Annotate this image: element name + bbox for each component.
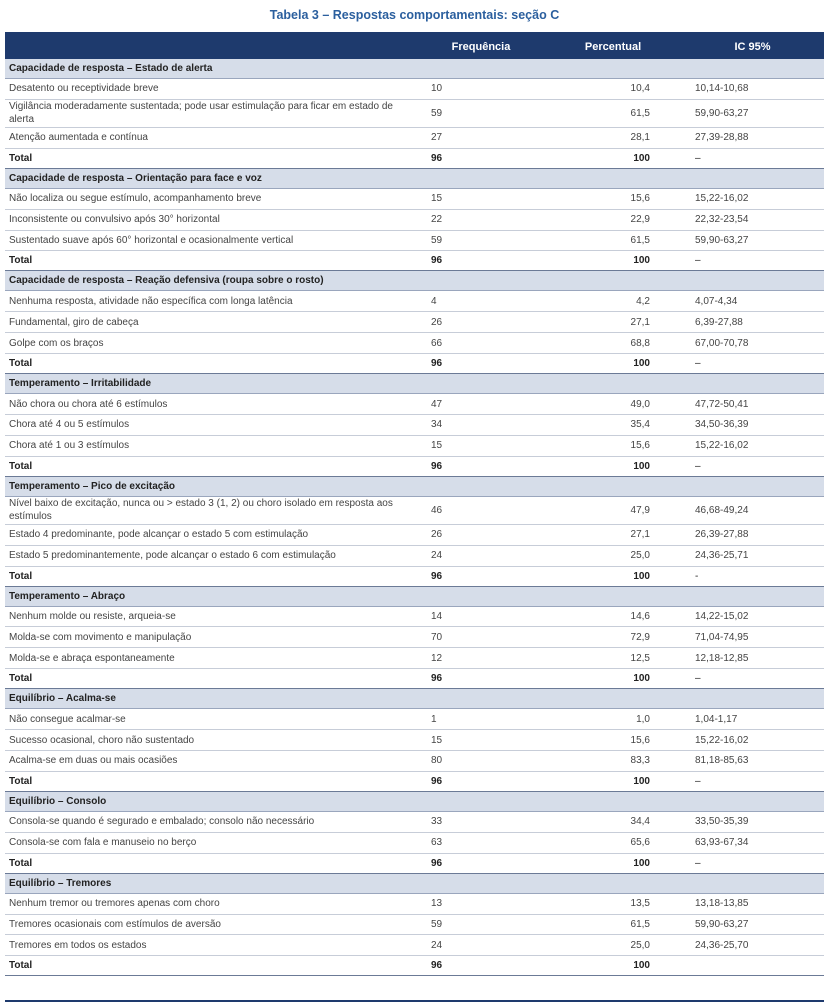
section-header-row bbox=[5, 791, 824, 811]
row-frequencia: 24 bbox=[417, 935, 545, 956]
total-frequencia: 96 bbox=[417, 566, 545, 586]
total-percentual bbox=[545, 669, 681, 689]
row-percentual bbox=[545, 709, 681, 730]
section-header-row bbox=[5, 59, 824, 79]
row-label: Nenhum tremor ou tremores apenas com choro bbox=[5, 893, 417, 914]
total-percent-value: 100 bbox=[633, 775, 650, 787]
percent-value: 27,1 bbox=[630, 316, 650, 328]
row-label: Inconsistente ou convulsivo após 30° horizontal bbox=[5, 209, 417, 230]
total-label: Total bbox=[5, 956, 417, 976]
percent-value: 83,3 bbox=[630, 755, 650, 767]
row-percentual bbox=[545, 188, 681, 209]
row-ic95: 6,39-27,88 bbox=[681, 312, 824, 333]
total-frequencia: 96 bbox=[417, 771, 545, 791]
row-ic95: 34,50-36,39 bbox=[681, 415, 824, 436]
table-row bbox=[5, 435, 824, 456]
row-ic95: 15,22-16,02 bbox=[681, 730, 824, 751]
row-percentual bbox=[545, 312, 681, 333]
row-percentual bbox=[545, 627, 681, 648]
row-percentual bbox=[545, 79, 681, 100]
row-percentual bbox=[545, 545, 681, 566]
percent-value: 25,0 bbox=[630, 939, 650, 951]
total-frequencia: 96 bbox=[417, 456, 545, 476]
row-percentual bbox=[545, 606, 681, 627]
row-frequencia: 59 bbox=[417, 99, 545, 127]
row-ic95: 47,72-50,41 bbox=[681, 394, 824, 415]
percent-value: 61,5 bbox=[630, 919, 650, 931]
table-row bbox=[5, 496, 824, 524]
table-row bbox=[5, 230, 824, 251]
row-frequencia: 33 bbox=[417, 811, 545, 832]
row-frequencia: 47 bbox=[417, 394, 545, 415]
table-row bbox=[5, 751, 824, 772]
percent-value: 1,0 bbox=[636, 713, 650, 725]
table-row bbox=[5, 545, 824, 566]
row-ic95: 26,39-27,88 bbox=[681, 524, 824, 545]
total-ic95: - bbox=[681, 566, 824, 586]
total-ic95: – bbox=[681, 354, 824, 374]
row-ic95: 24,36-25,70 bbox=[681, 935, 824, 956]
table-row bbox=[5, 648, 824, 669]
percent-value: 28,1 bbox=[630, 132, 650, 144]
row-ic95: 71,04-74,95 bbox=[681, 627, 824, 648]
row-label: Não chora ou chora até 6 estímulos bbox=[5, 394, 417, 415]
table-row bbox=[5, 893, 824, 914]
table-row bbox=[5, 415, 824, 436]
row-label: Desatento ou receptividade breve bbox=[5, 79, 417, 100]
row-label: Nenhuma resposta, atividade não específica com longa latência bbox=[5, 291, 417, 312]
total-row bbox=[5, 566, 824, 586]
row-label: Molda-se e abraça espontaneamente bbox=[5, 648, 417, 669]
row-percentual bbox=[545, 935, 681, 956]
total-row bbox=[5, 354, 824, 374]
total-ic95: – bbox=[681, 853, 824, 873]
total-frequencia: 96 bbox=[417, 251, 545, 271]
section-header-row bbox=[5, 586, 824, 606]
table-row bbox=[5, 627, 824, 648]
total-row bbox=[5, 956, 824, 976]
row-percentual bbox=[545, 127, 681, 148]
table-body bbox=[5, 59, 824, 976]
header-percentual: Percentual bbox=[545, 35, 681, 59]
row-label: Vigilância moderadamente sustentada; pode usar estimulação para ficar em estado de alerta bbox=[5, 99, 417, 127]
percent-value: 4,2 bbox=[636, 295, 650, 307]
total-ic95: – bbox=[681, 771, 824, 791]
percent-value: 14,6 bbox=[630, 611, 650, 623]
percent-value: 35,4 bbox=[630, 419, 650, 431]
row-label: Estado 5 predominantemente, pode alcançar o estado 6 com estimulação bbox=[5, 545, 417, 566]
total-row bbox=[5, 148, 824, 168]
header-frequencia: Frequência bbox=[417, 35, 545, 59]
row-label: Tremores ocasionais com estímulos de aversão bbox=[5, 914, 417, 935]
total-percent-value: 100 bbox=[633, 460, 650, 472]
row-frequencia: 22 bbox=[417, 209, 545, 230]
total-row bbox=[5, 853, 824, 873]
row-ic95: 81,18-85,63 bbox=[681, 751, 824, 772]
total-ic95: – bbox=[681, 456, 824, 476]
total-row bbox=[5, 771, 824, 791]
row-frequencia: 26 bbox=[417, 312, 545, 333]
row-percentual bbox=[545, 832, 681, 853]
header-item bbox=[5, 35, 417, 59]
table-row bbox=[5, 188, 824, 209]
row-label: Nenhum molde ou resiste, arqueia-se bbox=[5, 606, 417, 627]
row-frequencia: 1 bbox=[417, 709, 545, 730]
table-row bbox=[5, 709, 824, 730]
percent-value: 27,1 bbox=[630, 529, 650, 541]
row-frequencia: 66 bbox=[417, 333, 545, 354]
row-percentual bbox=[545, 415, 681, 436]
total-percent-value: 100 bbox=[633, 960, 650, 972]
total-ic95: – bbox=[681, 251, 824, 271]
row-frequencia: 10 bbox=[417, 79, 545, 100]
percent-value: 25,0 bbox=[630, 550, 650, 562]
row-percentual bbox=[545, 648, 681, 669]
total-percentual bbox=[545, 771, 681, 791]
row-percentual bbox=[545, 811, 681, 832]
row-ic95: 13,18-13,85 bbox=[681, 893, 824, 914]
percent-value: 68,8 bbox=[630, 337, 650, 349]
row-ic95: 22,32-23,54 bbox=[681, 209, 824, 230]
total-label: Total bbox=[5, 566, 417, 586]
percent-value: 61,5 bbox=[630, 235, 650, 246]
total-label: Total bbox=[5, 771, 417, 791]
total-percent-value: 100 bbox=[633, 673, 650, 685]
row-label: Nível baixo de excitação, nunca ou > estado 3 (1, 2) ou choro isolado em resposta aos estímulos bbox=[5, 496, 417, 524]
row-label: Fundamental, giro de cabeça bbox=[5, 312, 417, 333]
row-frequencia: 27 bbox=[417, 127, 545, 148]
row-ic95: 14,22-15,02 bbox=[681, 606, 824, 627]
row-percentual bbox=[545, 751, 681, 772]
row-percentual bbox=[545, 730, 681, 751]
row-frequencia: 80 bbox=[417, 751, 545, 772]
row-ic95: 15,22-16,02 bbox=[681, 188, 824, 209]
row-frequencia: 59 bbox=[417, 914, 545, 935]
table-row bbox=[5, 914, 824, 935]
percent-value: 22,9 bbox=[630, 214, 650, 226]
row-label: Estado 4 predominante, pode alcançar o estado 5 com estimulação bbox=[5, 524, 417, 545]
row-label: Atenção aumentada e contínua bbox=[5, 127, 417, 148]
row-frequencia: 26 bbox=[417, 524, 545, 545]
section-heading: Equilíbrio – Consolo bbox=[5, 791, 824, 811]
row-frequencia: 15 bbox=[417, 435, 545, 456]
table-row bbox=[5, 99, 824, 127]
section-heading: Temperamento – Irritabilidade bbox=[5, 374, 824, 394]
percent-value: 49,0 bbox=[630, 398, 650, 410]
row-ic95: 10,14-10,68 bbox=[681, 79, 824, 100]
table-row bbox=[5, 333, 824, 354]
row-frequencia: 34 bbox=[417, 415, 545, 436]
percent-value: 15,6 bbox=[630, 734, 650, 746]
row-label: Molda-se com movimento e manipulação bbox=[5, 627, 417, 648]
row-ic95: 46,68-49,24 bbox=[681, 496, 824, 524]
row-frequencia: 70 bbox=[417, 627, 545, 648]
row-ic95: 33,50-35,39 bbox=[681, 811, 824, 832]
bottom-rule bbox=[5, 1000, 824, 1002]
total-row bbox=[5, 669, 824, 689]
table-title: Tabela 3 – Respostas comportamentais: seção C bbox=[269, 8, 560, 22]
percent-value: 47,9 bbox=[630, 504, 650, 516]
total-percent-value: 100 bbox=[633, 255, 650, 267]
section-header-row bbox=[5, 689, 824, 709]
row-ic95: 67,00-70,78 bbox=[681, 333, 824, 354]
percent-value: 72,9 bbox=[630, 631, 650, 643]
total-row bbox=[5, 456, 824, 476]
row-ic95: 63,93-67,34 bbox=[681, 832, 824, 853]
section-header-row bbox=[5, 271, 824, 291]
row-label: Sustentado suave após 60° horizontal e ocasionalmente vertical bbox=[5, 230, 417, 251]
total-frequencia: 96 bbox=[417, 853, 545, 873]
row-ic95: 59,90-63,27 bbox=[681, 230, 824, 251]
percent-value: 34,4 bbox=[630, 816, 650, 828]
percent-value: 10,4 bbox=[630, 83, 650, 95]
row-label: Não localiza ou segue estímulo, acompanhamento breve bbox=[5, 188, 417, 209]
row-ic95: 12,18-12,85 bbox=[681, 648, 824, 669]
row-percentual bbox=[545, 291, 681, 312]
total-percent-value: 100 bbox=[633, 152, 650, 164]
row-ic95: 15,22-16,02 bbox=[681, 435, 824, 456]
total-frequencia: 96 bbox=[417, 956, 545, 976]
header-ic95: IC 95% bbox=[681, 35, 824, 59]
section-header-row bbox=[5, 873, 824, 893]
percent-value: 15,6 bbox=[630, 193, 650, 205]
total-label: Total bbox=[5, 853, 417, 873]
table-row bbox=[5, 79, 824, 100]
row-percentual bbox=[545, 99, 681, 127]
row-ic95: 1,04-1,17 bbox=[681, 709, 824, 730]
percent-value: 13,5 bbox=[630, 898, 650, 910]
total-percentual bbox=[545, 251, 681, 271]
row-percentual bbox=[545, 209, 681, 230]
header-row bbox=[5, 35, 824, 59]
row-frequencia: 4 bbox=[417, 291, 545, 312]
table-row bbox=[5, 811, 824, 832]
row-frequencia: 15 bbox=[417, 188, 545, 209]
total-label: Total bbox=[5, 456, 417, 476]
percent-value: 65,6 bbox=[630, 837, 650, 849]
total-percent-value: 100 bbox=[633, 570, 650, 582]
total-ic95: – bbox=[681, 148, 824, 168]
row-ic95: 4,07-4,34 bbox=[681, 291, 824, 312]
section-heading: Capacidade de resposta – Reação defensiva (roupa sobre o rosto) bbox=[5, 271, 824, 291]
table-row bbox=[5, 832, 824, 853]
section-header-row bbox=[5, 476, 824, 496]
total-percentual bbox=[545, 148, 681, 168]
section-header-row bbox=[5, 374, 824, 394]
table-row bbox=[5, 935, 824, 956]
section-heading: Capacidade de resposta – Orientação para face e voz bbox=[5, 168, 824, 188]
row-percentual bbox=[545, 435, 681, 456]
total-label: Total bbox=[5, 251, 417, 271]
section-heading: Equilíbrio – Acalma-se bbox=[5, 689, 824, 709]
row-frequencia: 63 bbox=[417, 832, 545, 853]
row-label: Chora até 1 ou 3 estímulos bbox=[5, 435, 417, 456]
total-percent-value: 100 bbox=[633, 358, 650, 370]
table-title-row bbox=[0, 0, 829, 30]
section-heading: Temperamento – Pico de excitação bbox=[5, 476, 824, 496]
percent-value: 12,5 bbox=[630, 652, 650, 664]
table-row bbox=[5, 524, 824, 545]
row-ic95: 24,36-25,71 bbox=[681, 545, 824, 566]
section-heading: Equilíbrio – Tremores bbox=[5, 873, 824, 893]
row-frequencia: 15 bbox=[417, 730, 545, 751]
row-frequencia: 12 bbox=[417, 648, 545, 669]
table-row bbox=[5, 606, 824, 627]
table-row bbox=[5, 394, 824, 415]
section-heading: Temperamento – Abraço bbox=[5, 586, 824, 606]
total-label: Total bbox=[5, 669, 417, 689]
row-percentual bbox=[545, 893, 681, 914]
section-heading: Capacidade de resposta – Estado de alerta bbox=[5, 59, 824, 79]
table-row bbox=[5, 730, 824, 751]
total-percent-value: 100 bbox=[633, 857, 650, 869]
table-row bbox=[5, 209, 824, 230]
total-label: Total bbox=[5, 148, 417, 168]
row-label: Chora até 4 ou 5 estímulos bbox=[5, 415, 417, 436]
percent-value: 61,5 bbox=[630, 107, 650, 119]
total-label: Total bbox=[5, 354, 417, 374]
row-percentual bbox=[545, 333, 681, 354]
total-frequencia: 96 bbox=[417, 148, 545, 168]
row-frequencia: 59 bbox=[417, 230, 545, 251]
total-ic95 bbox=[681, 956, 824, 976]
row-label: Golpe com os braços bbox=[5, 333, 417, 354]
table-row bbox=[5, 291, 824, 312]
row-percentual bbox=[545, 496, 681, 524]
row-percentual bbox=[545, 230, 681, 251]
behavior-table bbox=[5, 35, 824, 976]
section-header-row bbox=[5, 168, 824, 188]
row-frequencia: 14 bbox=[417, 606, 545, 627]
row-percentual bbox=[545, 524, 681, 545]
total-percentual bbox=[545, 456, 681, 476]
row-ic95: 27,39-28,88 bbox=[681, 127, 824, 148]
total-percentual bbox=[545, 956, 681, 976]
table-row bbox=[5, 127, 824, 148]
row-frequencia: 46 bbox=[417, 496, 545, 524]
total-frequencia: 96 bbox=[417, 354, 545, 374]
row-label: Acalma-se em duas ou mais ocasiões bbox=[5, 751, 417, 772]
table-row bbox=[5, 312, 824, 333]
row-percentual bbox=[545, 394, 681, 415]
total-percentual bbox=[545, 853, 681, 873]
percent-value: 15,6 bbox=[630, 440, 650, 452]
row-ic95: 59,90-63,27 bbox=[681, 99, 824, 127]
total-percentual bbox=[545, 566, 681, 586]
row-label: Consola-se com fala e manuseio no berço bbox=[5, 832, 417, 853]
total-frequencia: 96 bbox=[417, 669, 545, 689]
row-label: Consola-se quando é segurado e embalado; consolo não necessário bbox=[5, 811, 417, 832]
row-ic95: 59,90-63,27 bbox=[681, 914, 824, 935]
row-frequencia: 24 bbox=[417, 545, 545, 566]
row-label: Tremores em todos os estados bbox=[5, 935, 417, 956]
row-label: Não consegue acalmar-se bbox=[5, 709, 417, 730]
total-percentual bbox=[545, 354, 681, 374]
row-label: Sucesso ocasional, choro não sustentado bbox=[5, 730, 417, 751]
row-percentual bbox=[545, 914, 681, 935]
total-ic95: – bbox=[681, 669, 824, 689]
row-frequencia: 13 bbox=[417, 893, 545, 914]
total-row bbox=[5, 251, 824, 271]
